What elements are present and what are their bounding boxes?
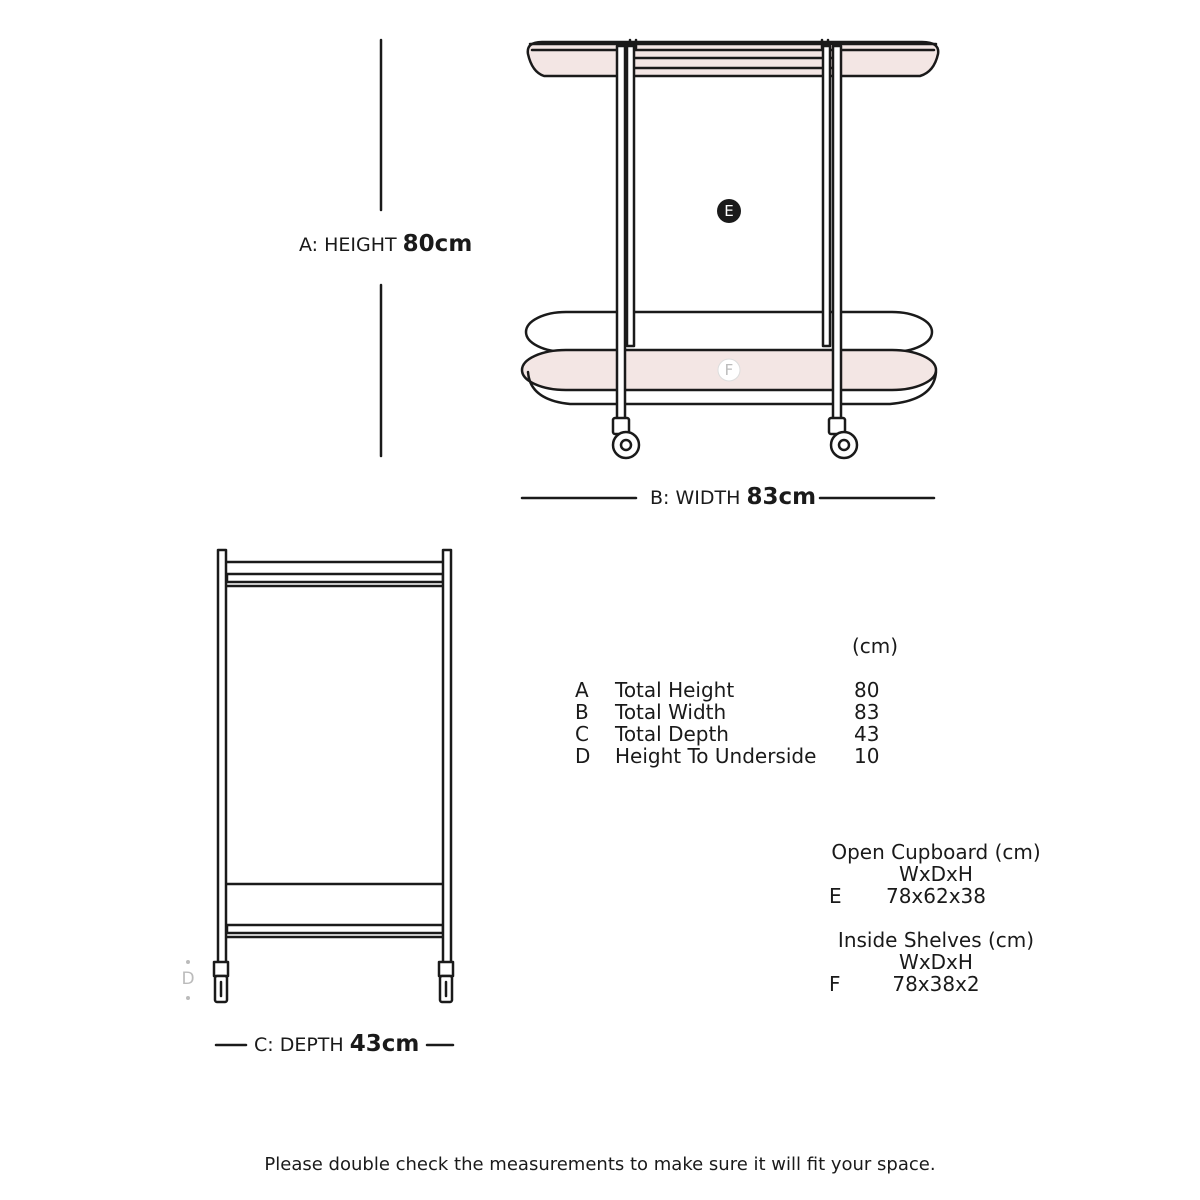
side-right-wheel — [439, 962, 453, 1002]
front-left-post — [617, 46, 625, 420]
row-letter: D — [575, 744, 591, 768]
cupboard-marker: E — [724, 202, 734, 220]
underside-marker: D — [181, 969, 195, 989]
row-value: 83 — [854, 700, 880, 724]
width-label — [650, 485, 816, 510]
shelf-marker: F — [724, 361, 734, 379]
row-letter: A — [575, 678, 589, 702]
height-value: 80cm — [402, 231, 473, 257]
height-label — [299, 232, 472, 257]
side-right-leg — [443, 550, 451, 966]
underside-dot-top — [186, 960, 190, 964]
side-left-wheel — [214, 962, 228, 1002]
front-right-wheel — [829, 418, 857, 458]
underside-dot-bottom — [186, 996, 190, 1000]
open-cupboard-format: WxDxH — [899, 862, 973, 886]
side-bottom-tray — [227, 925, 443, 933]
footer-note: Please double check the measurements to make sure it will fit your space. — [264, 1154, 936, 1175]
open-cupboard-value: 78x62x38 — [885, 884, 987, 908]
row-letter: B — [575, 700, 589, 724]
open-cupboard-title: Open Cupboard (cm) — [831, 840, 1041, 864]
height-label-text: A: HEIGHT — [299, 234, 397, 256]
row-value: 43 — [854, 722, 880, 746]
table-unit-header: (cm) — [852, 634, 899, 658]
inside-shelves-title: Inside Shelves (cm) — [837, 928, 1035, 952]
row-name: Total Depth — [615, 722, 729, 746]
row-name: Total Height — [615, 678, 735, 702]
width-value: 83cm — [746, 484, 817, 510]
inside-shelves-value: 78x38x2 — [892, 972, 980, 996]
side-top-tray — [227, 574, 443, 582]
row-name: Height To Underside — [615, 744, 817, 768]
front-right-post — [833, 46, 841, 420]
depth-value: 43cm — [349, 1031, 420, 1057]
row-letter: C — [575, 722, 589, 746]
open-cupboard-letter: E — [829, 884, 842, 908]
width-label-text: B: WIDTH — [650, 487, 741, 509]
row-name: Total Width — [615, 700, 727, 724]
side-view — [214, 550, 453, 1002]
front-view — [522, 40, 938, 458]
shelf-rim — [526, 312, 932, 352]
depth-label-text: C: DEPTH — [254, 1034, 344, 1056]
front-left-wheel — [613, 418, 639, 458]
row-value: 10 — [854, 744, 880, 768]
inside-shelves-letter: F — [829, 972, 841, 996]
inside-shelves-format: WxDxH — [899, 950, 973, 974]
depth-label — [254, 1032, 419, 1057]
row-value: 80 — [854, 678, 880, 702]
side-left-leg — [218, 550, 226, 966]
